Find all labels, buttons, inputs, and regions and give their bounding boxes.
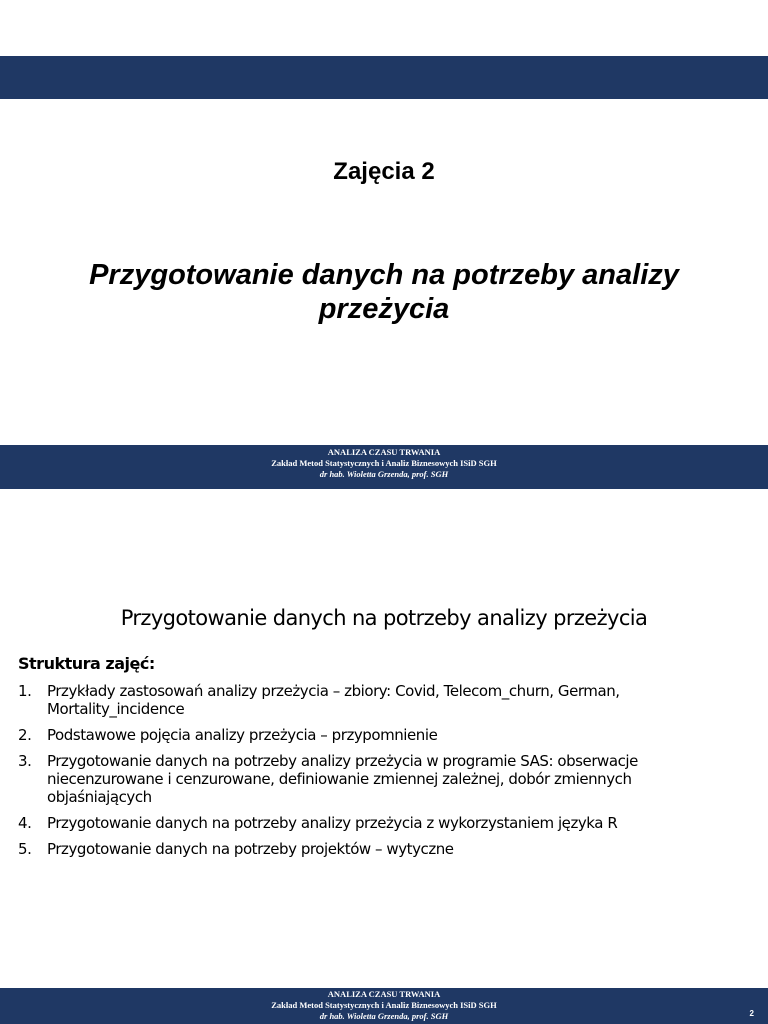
list-item-text: Przykłady zastosowań analizy przeżycia – zbiory: Covid, Telecom_churn, German, Mortality_incidence [47, 682, 620, 718]
page-number: 2 [749, 1009, 754, 1018]
footer-course-name: ANALIZA CZASU TRWANIA [327, 989, 441, 999]
list-item-text: Podstawowe pojęcia analizy przeżycia – przypomnienie [47, 726, 438, 744]
footer-department: Zakład Metod Statystycznych i Analiz Biznesowych ISiD SGH [271, 1000, 497, 1010]
slide1-subtitle: Zajęcia 2 [333, 158, 435, 185]
list-item-number: 3. [18, 752, 32, 770]
list-item [18, 752, 718, 806]
list-item-text: Przygotowanie danych na potrzeby analizy przeżycia w programie SAS: obserwacje niecenzurowane i cenzurowane, definiowanie zmiennej zależnej, dobór zmiennych objaśniających [47, 752, 638, 806]
footer-department: Zakład Metod Statystycznych i Analiz Biznesowych ISiD SGH [271, 458, 497, 468]
list-item-number: 5. [18, 840, 32, 858]
slide1-title: Przygotowanie danych na potrzeby analizy przeżycia [89, 259, 679, 325]
slide2-title: Przygotowanie danych na potrzeby analizy przeżycia [120, 606, 648, 630]
list-item [18, 682, 718, 718]
agenda-list [18, 682, 718, 866]
list-item-text: Przygotowanie danych na potrzeby analizy przeżycia z wykorzystaniem języka R [47, 814, 618, 832]
header-band [0, 56, 768, 99]
list-item-text: Przygotowanie danych na potrzeby projektów – wytyczne [47, 840, 454, 858]
list-item-number: 4. [18, 814, 32, 832]
list-item [18, 726, 718, 744]
slide1-footer [0, 445, 768, 489]
list-item-number: 1. [18, 682, 32, 700]
footer-course-name: ANALIZA CZASU TRWANIA [327, 447, 441, 457]
structure-heading: Struktura zajęć: [18, 654, 155, 673]
list-item [18, 814, 718, 832]
footer-author: dr hab. Wioletta Grzenda, prof. SGH [319, 1011, 449, 1021]
slide2-footer [0, 988, 768, 1024]
list-item-number: 2. [18, 726, 32, 744]
footer-author: dr hab. Wioletta Grzenda, prof. SGH [319, 469, 449, 479]
list-item [18, 840, 718, 858]
